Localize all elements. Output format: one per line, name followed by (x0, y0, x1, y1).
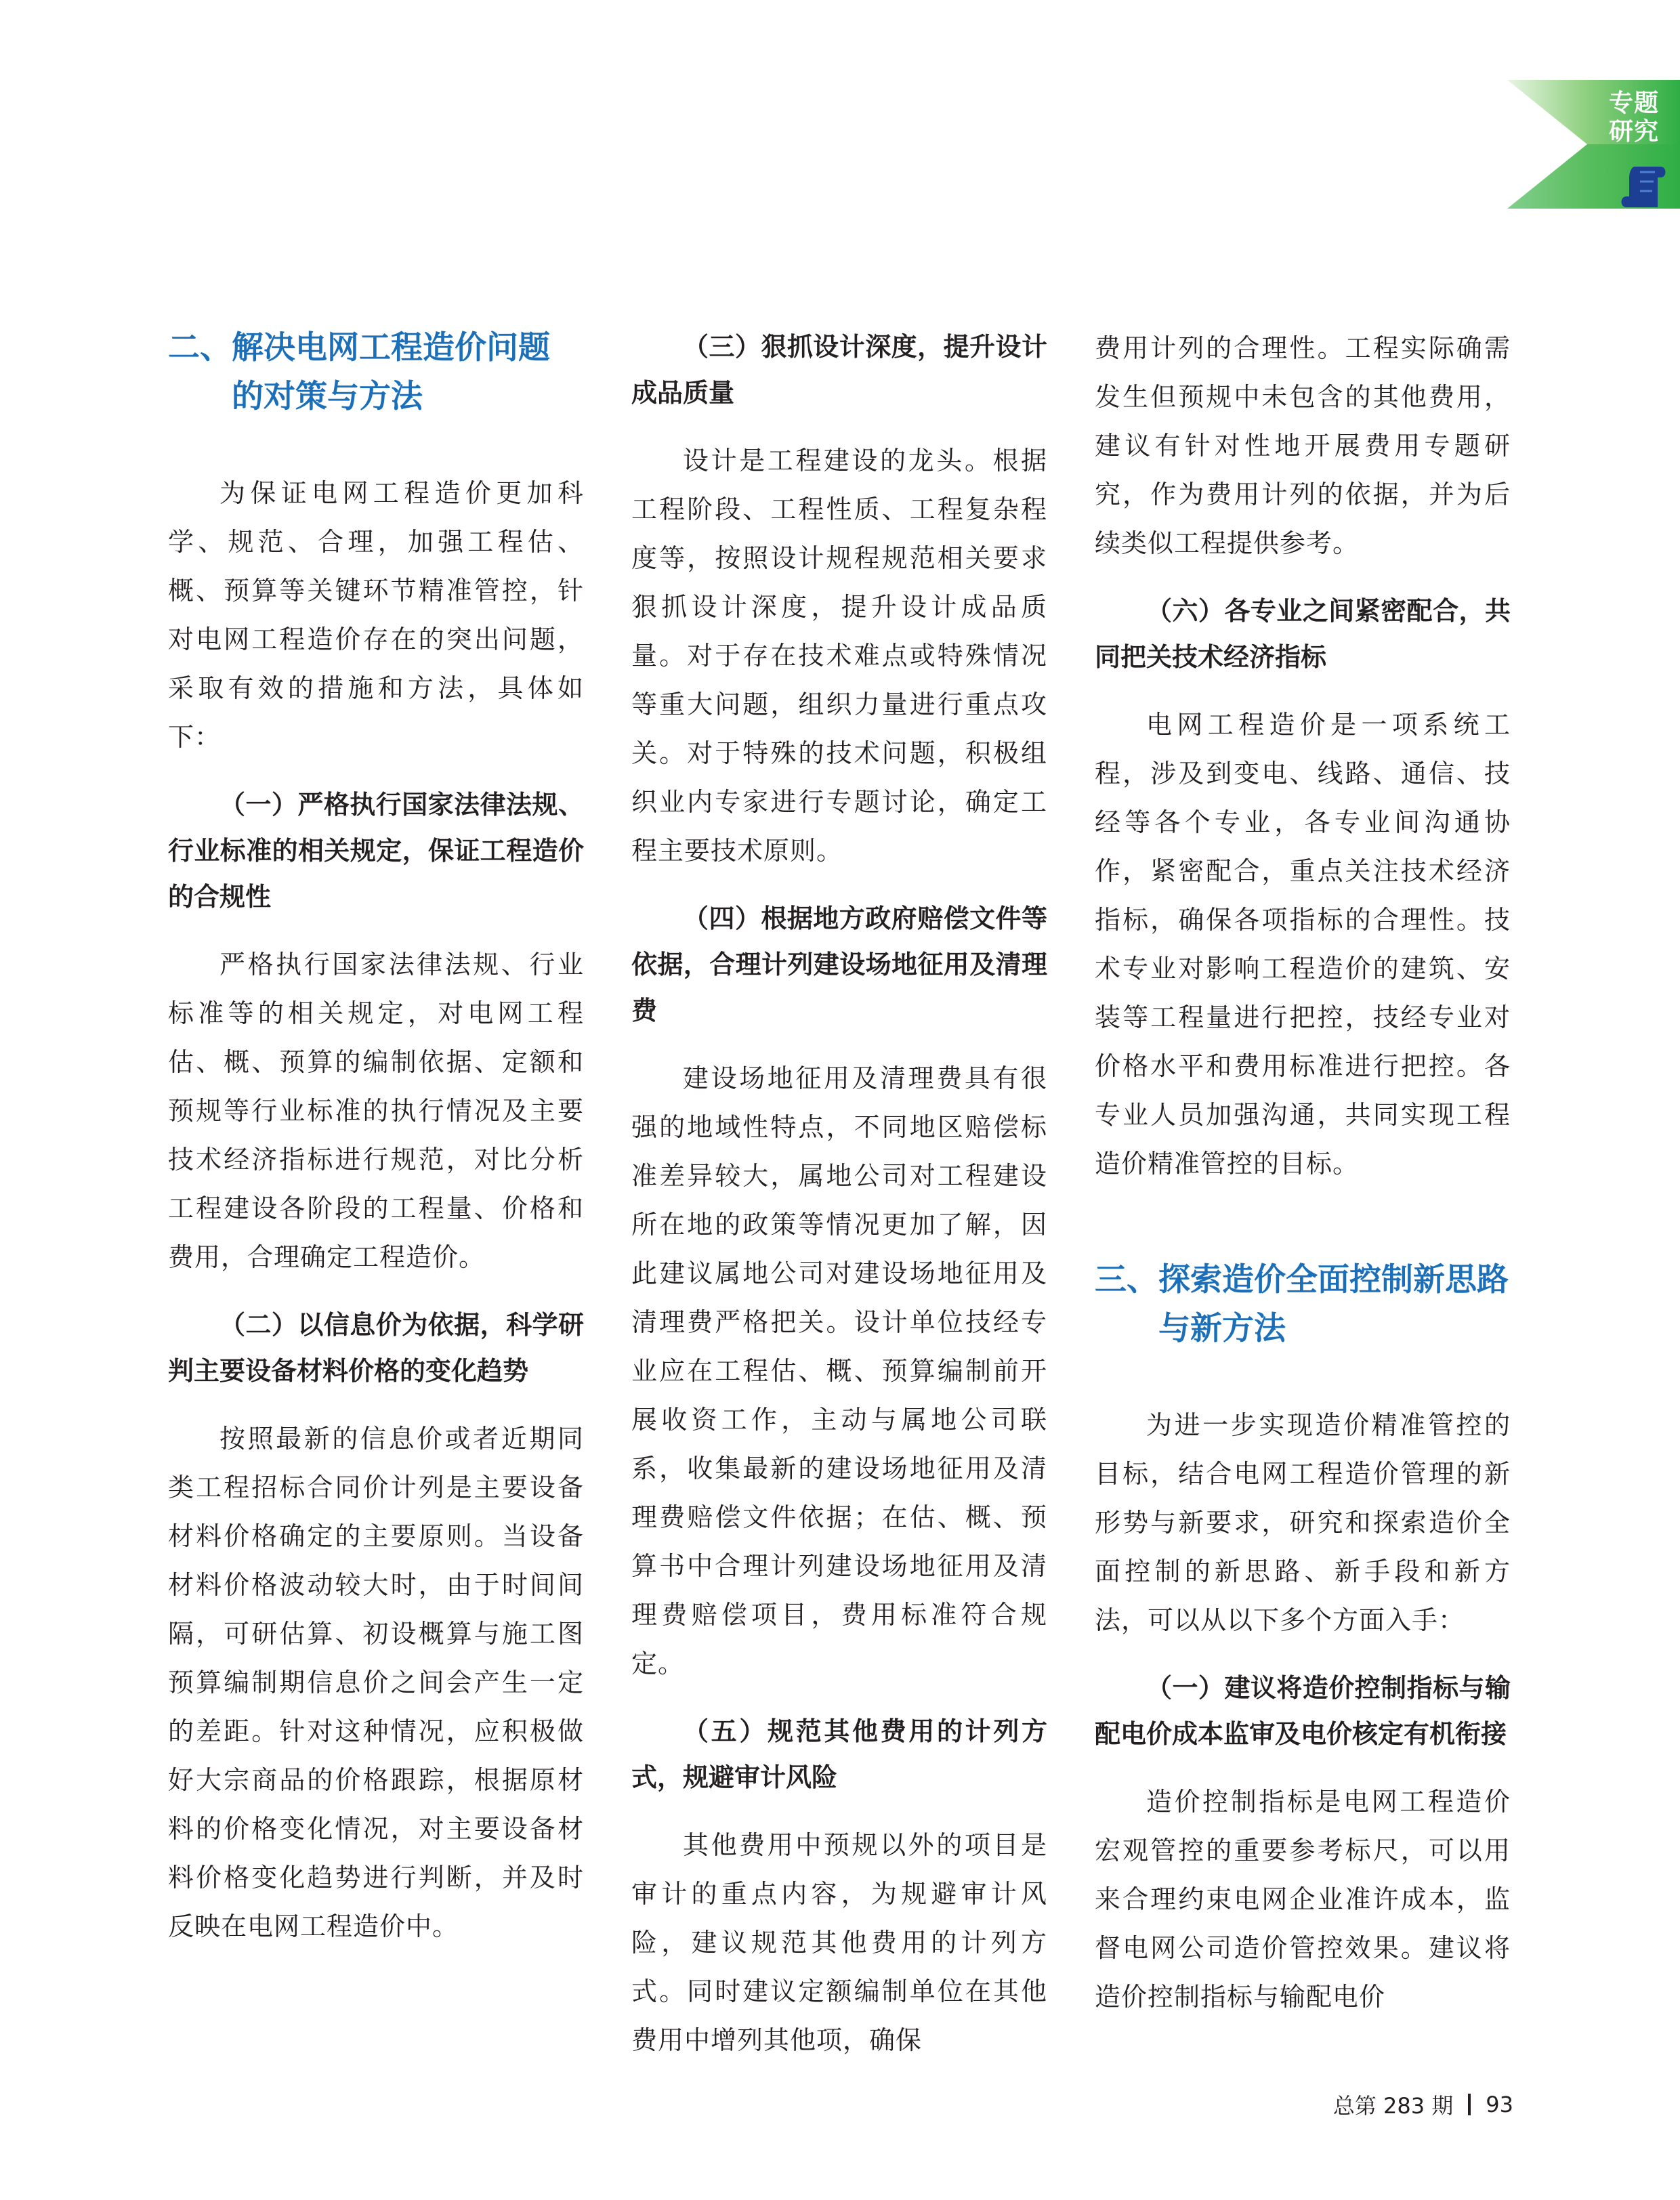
section-2-heading (168, 324, 584, 421)
section-2-heading-line2: 的对策与方法 (232, 378, 423, 415)
section-3-intro: 为进一步实现造价精准管控的目标，结合电网工程造价管理的新形势与新要求，研究和探索造价全面控制的新思路、新手段和新方法，可以从以下多个方面入手： (1095, 1410, 1511, 1635)
subsection-5-body: 其他费用中预规以外的项目是审计的重点内容，为规避审计风险，建议规范其他费用的计列方式。同时建议定额编制单位在其他费用中增列其他项，确保 (631, 1830, 1047, 2055)
section-3-subsection-1-body: 造价控制指标是电网工程造价宏观管控的重要参考标尺，可以用来合理约束电网企业准许成本，监督电网公司造价管控效果。建议将造价控制指标与输配电价 (1095, 1787, 1511, 2012)
issue-number: 总第 283 期 (1332, 2093, 1454, 2119)
subsection-6-body: 电网工程造价是一项系统工程，涉及到变电、线路、通信、技经等各个专业，各专业间沟通协作，紧密配合，重点关注技术经济指标，确保各项指标的合理性。技术专业对影响工程造价的建筑、安装等工程量进行把控，技经专业对价格水平和费用标准进行把控。各专业人员加强沟通，共同实现工程造价精准管控的目标。 (1095, 710, 1511, 1179)
subsection-5-heading: （五）规范其他费用的计列方式，规避审计风险 (631, 1716, 1047, 1792)
section-3-heading-line1: 三、探索造价全面控制新思路 (1095, 1261, 1509, 1298)
section-2-heading-line1: 二、解决电网工程造价问题 (168, 329, 550, 366)
subsection-4-body: 建设场地征用及清理费具有很强的地域性特点，不同地区赔偿标准差异较大，属地公司对工程建设所在地的政策等情况更加了解，因此建议属地公司对建设场地征用及清理费严格把关。设计单位技经专业应在工程估、概、预算编制前开展收资工作，主动与属地公司联系，收集最新的建设场地征用及清理费赔偿文件依据；在估、概、预算书中合理计列建设场地征用及清理费赔偿项目，费用标准符合规定。 (631, 1063, 1047, 1678)
subsection-3-heading: （三）狠抓设计深度，提升设计成品质量 (631, 332, 1047, 408)
subsection-1-body: 严格执行国家法律法规、行业标准等的相关规定，对电网工程估、概、预算的编制依据、定额和预规等行业标准的执行情况及主要技术经济指标进行规范，对比分析工程建设各阶段的工程量、价格和费用，合理确定工程造价。 (168, 950, 584, 1272)
section-tab (1507, 80, 1680, 209)
column-2 (631, 324, 1047, 2065)
subsection-6-heading: （六）各专业之间紧密配合，共同把关技术经济指标 (1095, 596, 1511, 672)
tab-label-line1: 专题 (1608, 89, 1659, 117)
column-1 (168, 324, 584, 1951)
subsection-2-heading: （二）以信息价为依据，科学研判主要设备材料价格的变化趋势 (168, 1310, 584, 1386)
subsection-1-heading: （一）严格执行国家法律法规、行业标准的相关规定，保证工程造价的合规性 (168, 790, 584, 912)
page-number: 93 (1486, 2092, 1513, 2117)
section-tab-label (1597, 89, 1671, 146)
section-3-heading (1095, 1256, 1511, 1353)
subsection-3-body: 设计是工程建设的龙头。根据工程阶段、工程性质、工程复杂程度等，按照设计规程规范相关要求狠抓设计深度，提升设计成品质量。对于存在技术难点或特殊情况等重大问题，组织力量进行重点攻关。对于特殊的技术问题，积极组织业内专家进行专题讨论，确定工程主要技术原则。 (631, 446, 1047, 866)
subsection-4-heading: （四）根据地方政府赔偿文件等依据，合理计列建设场地征用及清理费 (631, 904, 1047, 1025)
page-footer (1333, 2089, 1513, 2120)
section-2-intro: 为保证电网工程造价更加科学、规范、合理，加强工程估、概、预算等关键环节精准管控，针对电网工程造价存在的突出问题，采取有效的措施和方法，具体如下： (168, 478, 584, 752)
subsection-5-body-continued: 费用计列的合理性。工程实际确需发生但预规中未包含的其他费用，建议有针对性地开展费用专题研究，作为费用计列的依据，并为后续类似工程提供参考。 (1095, 333, 1511, 558)
section-3-heading-line2: 与新方法 (1158, 1310, 1286, 1347)
tab-label-line2: 研究 (1608, 118, 1659, 146)
section-3-subsection-1-heading: （一）建议将造价控制指标与输配电价成本监审及电价核定有机衔接 (1095, 1673, 1511, 1749)
column-3 (1095, 324, 1511, 2021)
subsection-2-body: 按照最新的信息价或者近期同类工程招标合同价计列是主要设备材料价格确定的主要原则。当设备材料价格波动较大时，由于时间间隔，可研估算、初设概算与施工图预算编制期信息价之间会产生一定的差距。针对这种情况，应积极做好大宗商品的价格跟踪，根据原材料的价格变化情况，对主要设备材料价格变化趋势进行判断，并及时反映在电网工程造价中。 (168, 1424, 584, 1941)
footer-divider (1468, 2094, 1471, 2115)
